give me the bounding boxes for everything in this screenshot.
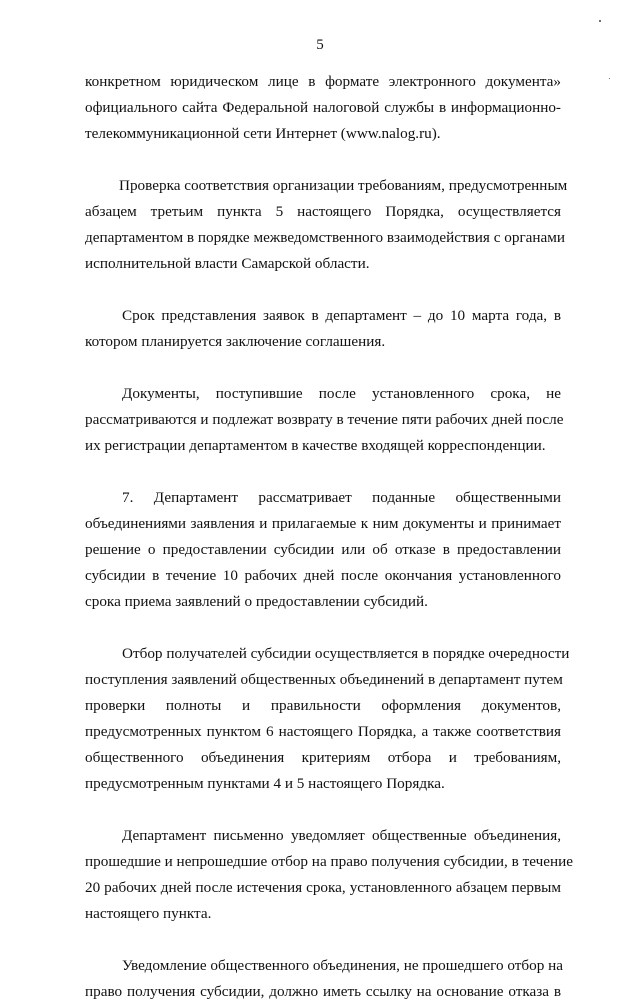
- text-line: 7. Департамент рассматривает поданные общественными: [122, 489, 561, 506]
- text-line: официального сайта Федеральной налоговой службы в информационно-: [85, 99, 561, 116]
- text-line: Проверка соответствия организации требованиям, предусмотренным: [119, 177, 568, 194]
- text-line: настоящего пункта.: [85, 905, 212, 922]
- text-line: абзацем третьим пункта 5 настоящего Порядка, осуществляется: [85, 203, 561, 220]
- page-number: 5: [316, 37, 324, 53]
- text-line: департаментом в порядке межведомственного взаимодействия с органами: [85, 229, 566, 246]
- scan-speck: [599, 20, 601, 22]
- text-line: исполнительной власти Самарской области.: [85, 255, 370, 272]
- text-line: предусмотренных пунктом 6 настоящего Порядка, а также соответствия: [85, 723, 561, 740]
- text-line: субсидии в течение 10 рабочих дней после окончания установленного: [85, 567, 561, 584]
- text-line: конкретном юридическом лице в формате электронного документа»: [85, 73, 561, 90]
- text-line: рассматриваются и подлежат возврату в течение пяти рабочих дней после: [85, 411, 564, 428]
- document-body: [85, 69, 573, 1005]
- text-line: котором планируется заключение соглашения.: [85, 333, 386, 350]
- text-line: решение о предоставлении субсидии или об отказе в предоставлении: [85, 541, 561, 558]
- text-line: Отбор получателей субсидии осуществляется в порядке очередности: [122, 645, 570, 662]
- text-line: прошедшие и непрошедшие отбор на право получения субсидии, в течение: [85, 853, 573, 870]
- text-line: Уведомление общественного объединения, не прошедшего отбор на: [122, 957, 563, 974]
- scan-speck: [609, 78, 610, 79]
- text-line: право получения субсидии, должно иметь ссылку на основание отказа в: [85, 983, 561, 1000]
- text-line: 20 рабочих дней после истечения срока, установленного абзацем первым: [85, 879, 561, 896]
- text-line: срока приема заявлений о предоставлении субсидий.: [85, 593, 428, 610]
- text-line: поступления заявлений общественных объединений в департамент путем: [85, 671, 563, 688]
- text-line: общественного объединения критериям отбора и требованиям,: [85, 749, 561, 766]
- text-line: предусмотренным пунктами 4 и 5 настоящего Порядка.: [85, 775, 445, 792]
- text-line: проверки полноты и правильности оформления документов,: [85, 697, 561, 714]
- text-line: их регистрации департаментом в качестве входящей корреспонденции.: [85, 437, 546, 454]
- text-line: Срок представления заявок в департамент – до 10 марта года, в: [122, 307, 561, 324]
- text-line: Департамент письменно уведомляет общественные объединения,: [122, 827, 561, 844]
- text-line: объединениями заявления и прилагаемые к ним документы и принимает: [85, 515, 561, 532]
- text-line: телекоммуникационной сети Интернет (www.nalog.ru).: [85, 125, 441, 142]
- text-line: Документы, поступившие после установленного срока, не: [122, 385, 561, 402]
